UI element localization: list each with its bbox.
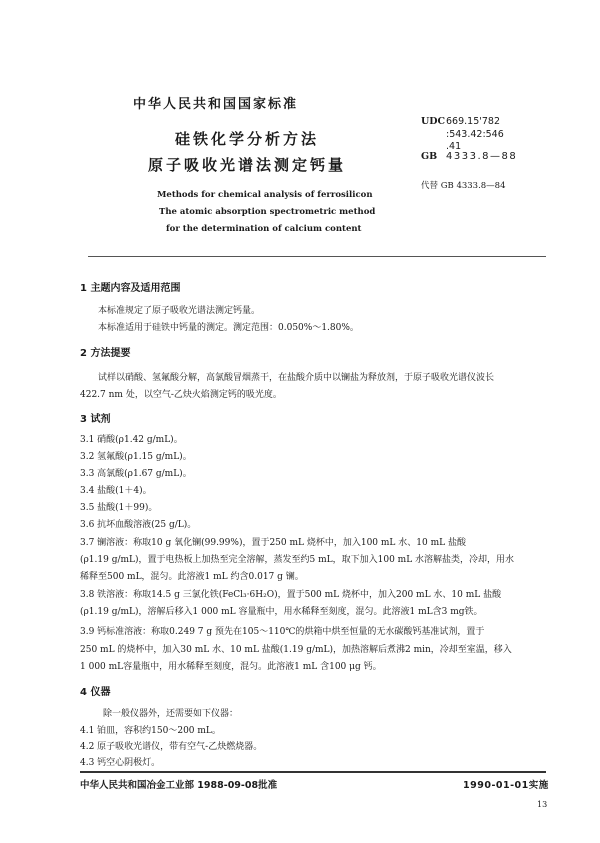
udc-line-2: :543.42:546 — [446, 129, 504, 140]
list-item: 1 000 mL容量瓶中，用水稀释至刻度，混匀。此溶液1 mL 含100 μg 钙。 — [80, 662, 382, 672]
english-title-2: The atomic absorption spectrometric method — [159, 207, 376, 217]
paragraph: 试样以硝酸、氢氟酸分解，高氯酸冒烟蒸干，在盐酸介质中以镧盐为释放剂，于原子吸收光谱仪波长 — [98, 373, 495, 383]
list-item: 3.5 盐酸(1＋99)。 — [80, 503, 158, 513]
list-item: 250 mL 的烧杯中，加入30 mL 水、10 mL 盐酸(1.19 g/mL)，加热溶解后煮沸2 min，冷却至室温，移入 — [80, 645, 512, 655]
list-item: 稀释至500 mL，混匀。此溶液1 mL 约含0.017 g 镧。 — [80, 572, 304, 582]
title-line-1: 硅铁化学分析方法 — [175, 130, 320, 148]
list-item: (ρ1.19 g/mL)，置于电热板上加热至完全溶解，蒸发至约5 mL，取下加入100 mL 水溶解盐类，冷却，用水 — [80, 555, 515, 565]
country-standard: 中华人民共和国国家标准 — [133, 97, 299, 112]
list-item: 4.2 原子吸收光谱仪，带有空气-乙炔燃烧器。 — [80, 742, 263, 752]
english-title-3: for the determination of calcium content — [166, 224, 362, 234]
udc-line-1: 669.15'782 — [446, 116, 500, 127]
list-item: 3.3 高氯酸(ρ1.67 g/mL)。 — [80, 469, 192, 479]
list-item: 3.2 氢氟酸(ρ1.15 g/mL)。 — [80, 452, 192, 462]
replaces-note: 代替 GB 4333.8—84 — [421, 181, 506, 191]
list-item: 3.4 盐酸(1＋4)。 — [80, 486, 152, 496]
list-item: 4.3 钙空心阴极灯。 — [80, 758, 161, 768]
udc-label: UDC — [421, 116, 446, 127]
list-item: 3.7 镧溶液：称取10 g 氧化镧(99.99%)，置于250 mL 烧杯中，加入100 mL 水、10 mL 盐酸 — [80, 538, 466, 548]
list-item: 4.1 铂皿，容积约150～200 mL。 — [80, 726, 221, 736]
section-1-heading: 1 主题内容及适用范围 — [80, 283, 181, 294]
paragraph: 本标准规定了原子吸收光谱法测定钙量。 — [98, 306, 261, 316]
list-item: 3.9 钙标准溶液：称取0.249 7 g 预先在105～110℃的烘箱中烘至恒量的无水碳酸钙基准试剂，置于 — [80, 627, 485, 637]
section-2-heading: 2 方法提要 — [80, 348, 131, 359]
list-item: 3.8 铁溶液：称取14.5 g 三氯化铁(FeCl₃·6H₂O)，置于500 mL 烧杯中，加入200 mL 水、10 mL 盐酸 — [80, 590, 502, 600]
list-item: 3.6 抗坏血酸溶液(25 g/L)。 — [80, 520, 197, 530]
effective-date: 1990-01-01实施 — [463, 780, 549, 791]
paragraph: 除一般仪器外，还需要如下仪器： — [103, 709, 239, 719]
header-rule — [88, 256, 546, 257]
page-number: 13 — [537, 800, 548, 809]
approval-note: 中华人民共和国冶金工业部 1988-09-08批准 — [80, 780, 278, 791]
footer-rule — [80, 771, 546, 773]
gb-label: GB — [421, 151, 438, 162]
title-line-2: 原子吸收光谱法测定钙量 — [148, 156, 347, 174]
paragraph: 本标准适用于硅铁中钙量的测定。测定范围：0.050%～1.80%。 — [98, 323, 359, 333]
english-title-1: Methods for chemical analysis of ferrosilicon — [157, 190, 373, 200]
list-item: (ρ1.19 g/mL)，溶解后移入1 000 mL 容量瓶中，用水稀释至刻度，混匀。此溶液1 mL含3 mg铁。 — [80, 607, 483, 617]
udc-line-3: .41 — [446, 141, 462, 152]
gb-number: 4333.8—88 — [446, 151, 518, 162]
section-3-heading: 3 试剂 — [80, 414, 111, 425]
paragraph: 422.7 nm 处，以空气-乙炔火焰测定钙的吸光度。 — [80, 390, 282, 400]
section-4-heading: 4 仪器 — [80, 687, 111, 698]
list-item: 3.1 硝酸(ρ1.42 g/mL)。 — [80, 435, 183, 445]
